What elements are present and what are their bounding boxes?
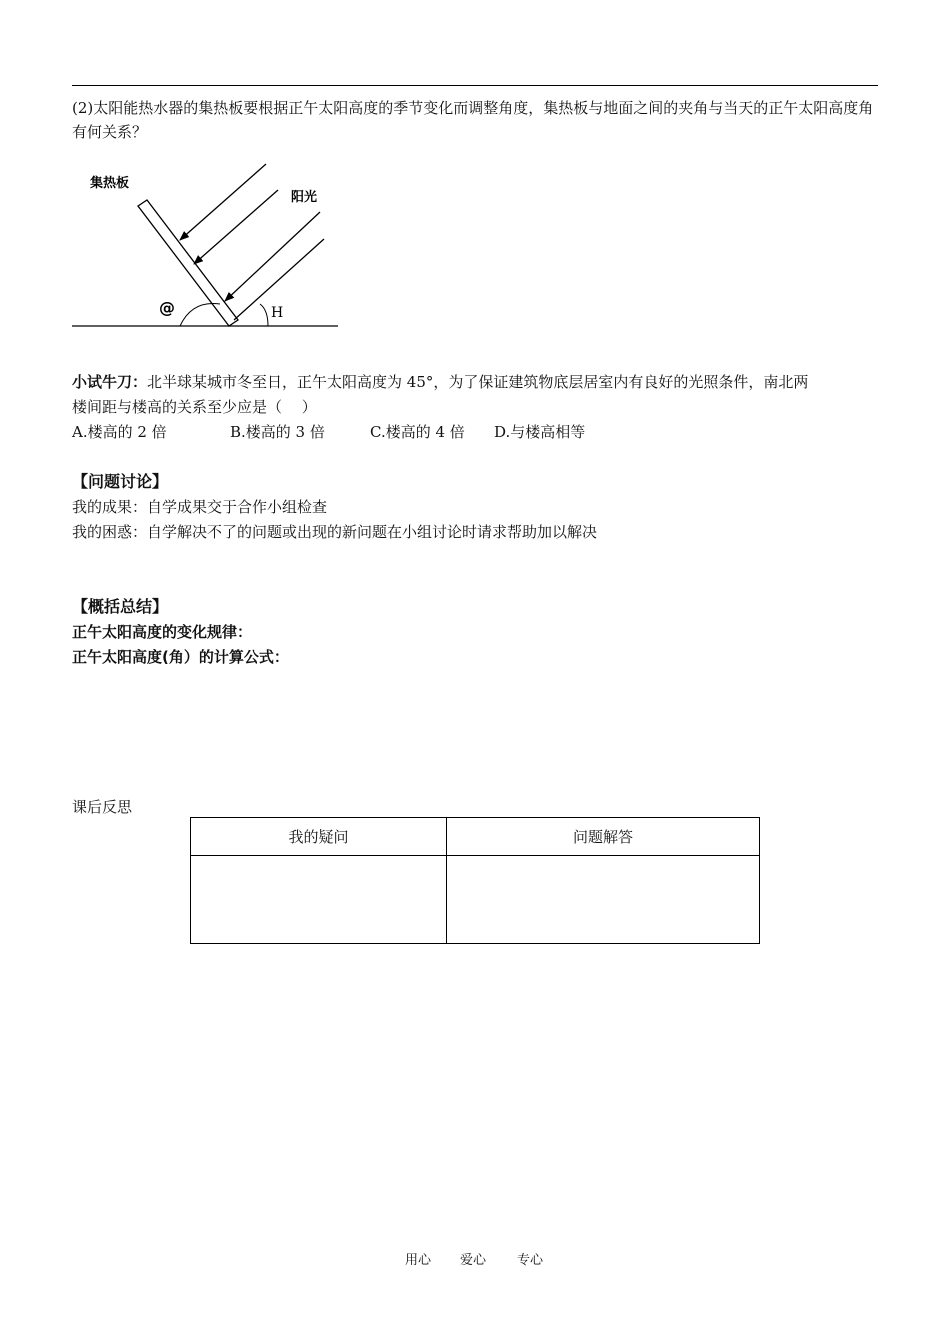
summary-heading: 【概括总结】: [72, 597, 169, 616]
cell-answers[interactable]: [447, 856, 760, 944]
angle-sun-label: H: [271, 305, 284, 321]
top-rule: [72, 85, 878, 86]
summary-line-2: 正午太阳高度(角）的计算公式：: [72, 648, 289, 666]
reflection-title: 课后反思: [72, 798, 133, 816]
cell-my-questions[interactable]: [191, 856, 447, 944]
summary-line-1: 正午太阳高度的变化规律：: [72, 623, 253, 641]
angle-panel-label: @: [159, 298, 175, 317]
col-answers: 问题解答: [447, 818, 760, 856]
option-a: A.楼高的 2 倍: [72, 423, 167, 441]
sunray-1: [180, 164, 266, 240]
question-2: (2)太阳能热水器的集热板要根据正午太阳高度的季节变化而调整角度，集热板与地面之间的夹角与当天的正午太阳高度角有何关系？: [72, 99, 874, 141]
solar-panel-diagram: [70, 160, 350, 335]
exercise-prefix: 小试牛刀：: [72, 373, 148, 391]
option-c: C.楼高的 4 倍: [370, 423, 465, 441]
reflection-table: [190, 817, 760, 944]
option-b: B.楼高的 3 倍: [230, 423, 325, 441]
exercise-text-1: 北半球某城市冬至日，正午太阳高度为 45°，为了保证建筑物底层居室内有良好的光照条件，南北两: [147, 373, 809, 391]
reflection-header-row: [191, 818, 760, 856]
footer-yongxin: 用心: [405, 1253, 432, 1268]
panel-label: 集热板: [90, 176, 130, 191]
col-my-questions: 我的疑问: [191, 818, 447, 856]
exercise-line-2: 楼间距与楼高的关系至少应是（ ）: [72, 398, 317, 416]
option-d: D.与楼高相等: [494, 423, 586, 441]
exercise-line-1: [72, 370, 808, 394]
footer-zhuanxin: 专心: [517, 1253, 544, 1268]
sunlight-label: 阳光: [291, 190, 318, 205]
sunray-2: [194, 190, 278, 264]
discussion-achievement: 我的成果：自学成果交于合作小组检查: [72, 498, 328, 516]
sunray-3: [225, 212, 320, 301]
reflection-body-row: [191, 856, 760, 944]
angle-arc-sun: [260, 304, 268, 326]
discussion-heading: 【问题讨论】: [72, 472, 169, 491]
discussion-confusion: 我的困惑：自学解决不了的问题或出现的新问题在小组讨论时请求帮助加以解决: [72, 523, 598, 541]
collector-panel: [138, 200, 238, 326]
footer-aixin: 爱心: [460, 1253, 487, 1268]
